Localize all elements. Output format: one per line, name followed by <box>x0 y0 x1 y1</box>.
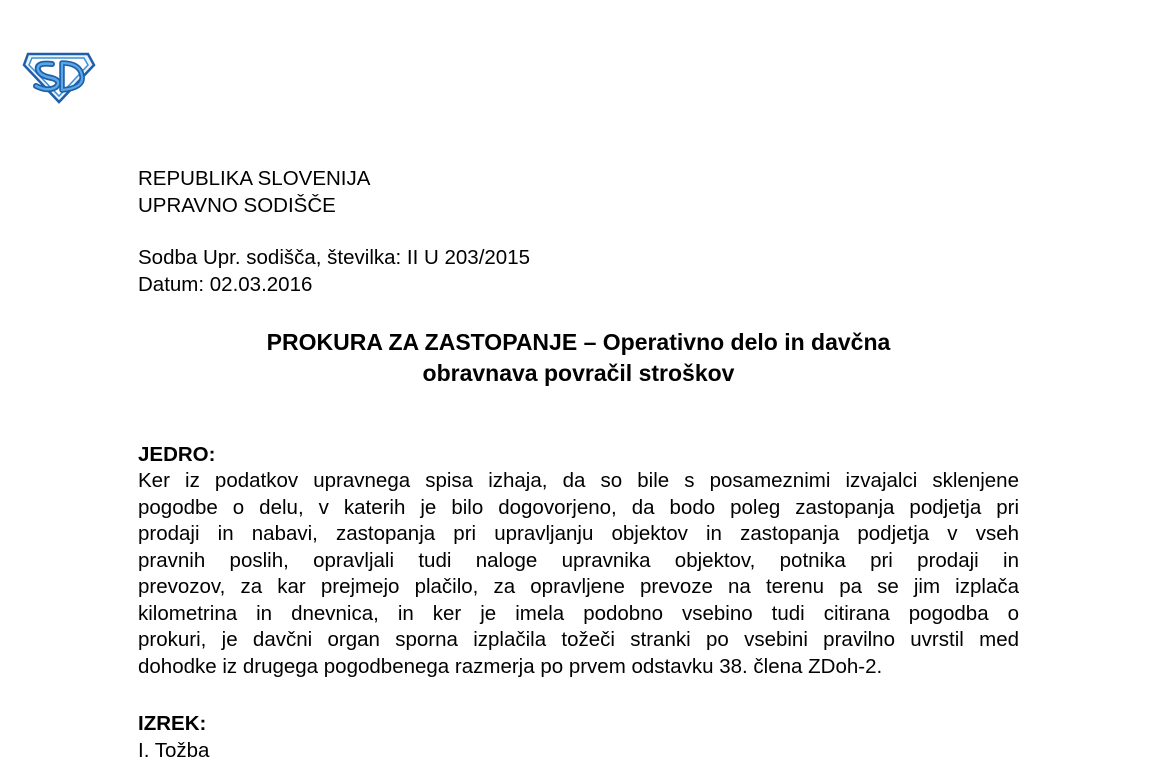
document-title <box>138 327 1019 389</box>
jedro-line: dohodke iz drugega pogodbenega razmerja po prvem odstavku 38. člena ZDoh-2. <box>138 654 883 678</box>
court-logo-icon <box>22 48 96 104</box>
izrek-first-line: I. Tožba <box>138 739 210 762</box>
court-name-line: UPRAVNO SODIŠČE <box>138 194 336 217</box>
jedro-line: prokuri, je davčni organ sporna izplačila tožeči stranki po vsebini pravilno uvrstil med <box>138 628 1019 651</box>
jedro-line: prodaji in nabavi, zastopanja pri upravljanju objektov in zastopanja podjetja v vseh <box>138 522 1019 545</box>
jedro-paragraph <box>138 468 1019 680</box>
country-line: REPUBLIKA SLOVENIJA <box>138 167 371 190</box>
jedro-line: kilometrina in dnevnica, in ker je imela podobno vsebino tudi citirana pogodba o <box>138 601 1019 625</box>
case-number: Sodba Upr. sodišča, številka: II U 203/2015 <box>138 246 531 269</box>
case-date: Datum: 02.03.2016 <box>138 273 313 296</box>
case-meta <box>138 244 530 298</box>
title-line-1: PROKURA ZA ZASTOPANJE – Operativno delo in davčna <box>266 329 891 355</box>
jedro-line: Ker iz podatkov upravnega spisa izhaja, da so bile s posameznimi izvajalci sklenjene <box>138 469 1019 492</box>
court-header <box>138 165 370 219</box>
jedro-line: prevozov, za kar prejmejo plačilo, za opravljene prevoze na terenu pa se jim izplača <box>138 575 1019 598</box>
izrek-heading: IZREK: <box>138 712 207 735</box>
title-line-2: obravnava povračil stroškov <box>422 360 735 386</box>
jedro-heading: JEDRO: <box>138 443 216 466</box>
jedro-line: pravnih poslih, opravljali tudi naloge upravnika objektov, potnika pri prodaji in <box>138 548 1019 572</box>
jedro-line: pogodbe o delu, v katerih je bilo dogovorjeno, da bodo poleg zastopanja podjetja pri <box>138 495 1019 519</box>
